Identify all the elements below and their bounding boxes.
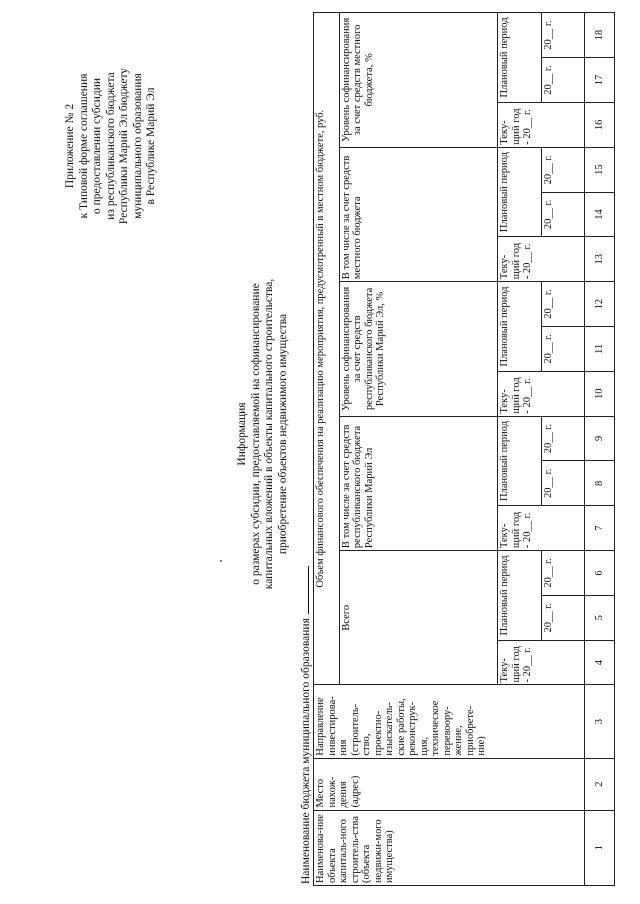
column-number: 3 (584, 685, 614, 758)
budget-name-blank (298, 566, 309, 614)
column-number: 9 (584, 416, 614, 461)
header-planning-year: 20__ г. (541, 595, 584, 640)
column-number: 5 (584, 595, 614, 640)
column-number: 11 (584, 327, 614, 372)
appendix-line: к Типовой форме соглашения (77, 73, 90, 219)
title-line: приобретение объектов недвижимого имущества (276, 313, 289, 555)
column-number: 18 (584, 13, 614, 58)
header-planning-year: 20__ г. (541, 327, 584, 372)
column-number: 7 (584, 506, 614, 551)
header-current-year: Теку-щий год - 20__ г. (498, 506, 584, 551)
header-planning-period: Плановый период (498, 282, 541, 372)
header-current-year: Теку-щий год - 20__ г. (498, 237, 584, 282)
column-number: 1 (584, 810, 614, 885)
header-planning-year: 20__ г. (541, 416, 584, 461)
header-planning-period: Плановый период (498, 147, 541, 237)
subsidy-table (313, 12, 615, 886)
header-investment-direction: Направление инвестирова-ния (строитель-ство, проектно-изыскатель-ские работы, реконструк-ция, техническое перевоору-жение, приобрете-ние) (314, 685, 585, 758)
column-number: 16 (584, 102, 614, 147)
appendix-line: о предоставлении субсидии (91, 77, 103, 215)
scan-speck (220, 560, 222, 562)
header-planning-period: Плановый период (498, 13, 541, 103)
header-planning-year: 20__ г. (541, 461, 584, 506)
header-current-year: Теку-щий год - 20__ г. (498, 371, 584, 416)
header-current-year: Теку-щий год - 20__ г. (498, 102, 584, 147)
header-republic-funds: В том числе за счет средств республиканского бюджета Республики Марий Эл (339, 416, 497, 550)
title-line: о размерах субсидии, предоставляемой на софинансирование (249, 283, 262, 585)
header-planning-year: 20__ г. (541, 13, 584, 58)
appendix-line: Республики Марий Эл бюджету (118, 67, 130, 225)
header-local-funds: В том числе за счет средств местного бюджета (339, 147, 497, 281)
appendix-note (64, 36, 159, 256)
column-number: 17 (584, 58, 614, 103)
column-number: 6 (584, 551, 614, 596)
column-number: 13 (584, 237, 614, 282)
header-planning-year: 20__ г. (541, 551, 584, 596)
column-numbers-row (584, 13, 614, 886)
column-number: 2 (584, 758, 614, 810)
appendix-line: муниципального образования (131, 73, 144, 219)
header-planning-year: 20__ г. (541, 192, 584, 237)
header-object-name: Наименова-ние объекта капиталь-ного строитель-ства (объекта недвижи-мого имущества) (314, 810, 585, 885)
header-planning-year: 20__ г. (541, 58, 584, 103)
budget-name-row (298, 566, 312, 884)
header-planning-period: Плановый период (498, 551, 541, 641)
header-local-share: Уровень софинансирования за счет средств местного бюджета, % (339, 13, 497, 148)
appendix-line: Приложение № 2 (64, 103, 76, 189)
appendix-line: из республиканского бюджета (104, 72, 117, 220)
appendix-line: в Республике Марий Эл (145, 87, 157, 205)
header-republic-share: Уровень софинансирования за счет средств республиканского бюджета Республики Марий Эл, % (339, 282, 497, 416)
title-heading: Информация (236, 402, 248, 466)
budget-name-label: Наименование бюджета муниципального образования (300, 618, 312, 884)
header-total: Всего (339, 551, 497, 685)
header-planning-period: Плановый период (498, 416, 541, 506)
column-number: 4 (584, 640, 614, 685)
header-location: Место нахож-дения (адрес) (314, 758, 585, 810)
header-planning-year: 20__ г. (541, 282, 584, 327)
header-current-year: Теку-щий год - 20__ г. (498, 640, 584, 685)
header-funding-volume: Объем финансового обеспечения на реализацию мероприятия, предусмотренный в местном бюджете, руб. (314, 13, 340, 686)
header-planning-year: 20__ г. (541, 147, 584, 192)
column-number: 15 (584, 147, 614, 192)
title-line: капитальных вложений в объекты капитального строительства, (263, 278, 275, 590)
column-number: 14 (584, 192, 614, 237)
column-number: 8 (584, 461, 614, 506)
document-title (236, 254, 290, 614)
column-number: 10 (584, 371, 614, 416)
column-number: 12 (584, 282, 614, 327)
